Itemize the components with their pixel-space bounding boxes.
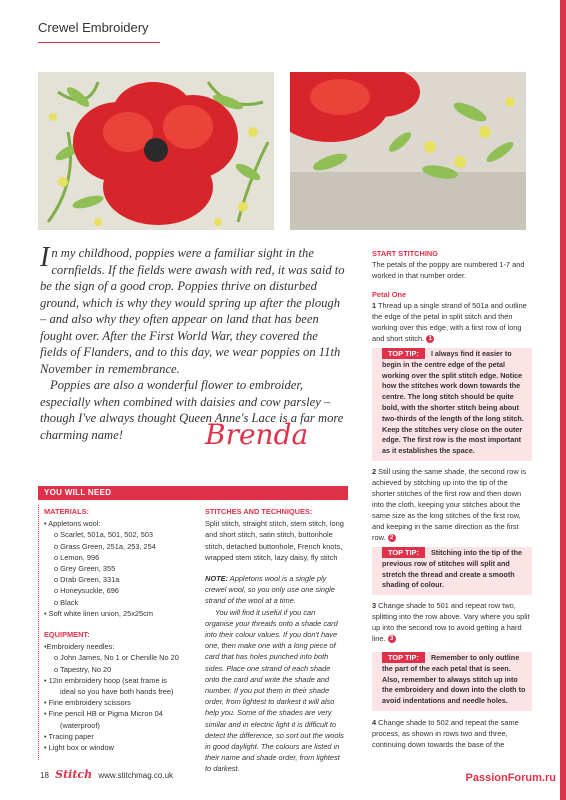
materials-column [44,506,194,753]
tip-1-label: TOP TIP: [382,348,425,359]
equipment-item: • Fine embroidery scissors [44,698,131,708]
step-4-text: Change shade to 502 and repeat the same process, as shown in rows two and three, continuing down towards the base of the [372,718,519,749]
note-label: NOTE: [205,574,228,584]
signature: Brenda [205,418,309,451]
intro-text [40,242,346,443]
materials-heading: MATERIALS: [44,507,90,516]
materials-item: • Appletons wool: [44,519,101,529]
title-rule [38,42,160,43]
materials-item: o Drab Green, 331a [54,575,120,585]
materials-item: o Scarlet, 501a, 501, 502, 503 [54,530,154,540]
step-4-number: 4 [372,718,377,727]
step-4 [372,717,530,750]
equipment-item: •Embroidery needles: [44,642,115,652]
top-tip-1 [372,348,532,461]
top-tip-2 [372,547,532,595]
top-tip-3 [372,652,532,711]
magazine-logo: Stitch [55,768,93,781]
start-stitching-heading: START STITCHING [372,249,438,258]
tip-2-label: TOP TIP: [382,547,425,558]
step-badge-2: 2 [388,534,396,542]
equipment-heading: EQUIPMENT: [44,630,90,640]
materials-item: o Honeysuckle, 696 [54,586,119,596]
tip-3-text: Remember to only outline the part of the each petal that is seen. Also, remember to always stitch up into the embroidery and down into the cloth to avoid indentations and needle holes. [382,653,526,706]
step-3 [372,600,530,644]
start-intro: The petals of the poppy are numbered 1-7 and worked in that number order. [372,260,525,280]
materials-item: • Soft white linen union, 25x25cm [44,608,153,618]
note-paragraph-2: You will find it useful if you can organise your threads onto a shade card into their colour values. If you don't have one, then make one with a long piece of card that has holes punched into both sides. Place one strand of each shade onto the card and write the shade and number. If you put them in their shade order, from lightest to darkest it will also help you. Some of the shades are very similar and in electric light it is difficult to detect the difference, so sort out the wools in good daylight. The colours are listed in their name and shade order, from lightest to darkest. [205,607,344,774]
step-2-number: 2 [372,467,377,476]
equipment-item: • Tracing paper [44,731,94,741]
note-text: Appletons wool is a single ply crewel wool, so you only use one single strand of the wool at a time. [205,574,335,606]
dropcap: I [40,242,50,273]
step-1 [372,300,530,344]
start-stitching-column [372,248,530,344]
step-badge-3: 3 [388,635,396,643]
step-3-number: 3 [372,601,377,610]
equipment-item: ideal so you have both hands free) [60,687,174,697]
footer [40,768,173,781]
stitches-heading: STITCHES AND TECHNIQUES: [205,507,313,516]
intro-paragraph-1-text: n my childhood, poppies were a familiar sight in the cornfields. If the fields were awash with red, it was said to be the sign of a good crop. Poppies thrive on disturbed ground, which is why they would spring up after the plough – and also why they often appear on land that has been fought over. After the First World War, they covered the fields of Flanders, and to this day, we wear poppies on 11th November in remembrance. [40,246,345,376]
intro-paragraph-2: Poppies are also a wonderful flower to embroider, especially when combined with daisies and cow parsley – though I've always thought Queen Anne's Lace is a far more charming name! [40,378,344,442]
equipment-item: • 12in embroidery hoop (seat frame is [44,675,167,685]
you-will-need-heading: YOU WILL NEED [44,488,112,497]
poppy-photo-left [38,72,274,230]
materials-item: o Grass Green, 251a, 253, 254 [54,541,156,551]
site-url[interactable]: www.stitchmag.co.uk [98,771,174,780]
step-3-text: Change shade to 501 and repeat row two, splitting into the row above. Vary where you split up into the second row to avoid getting a hard line. [372,601,530,643]
step-4-block [372,717,530,750]
intro-paragraph-1 [40,242,346,377]
equipment-item: • Light box or window [44,743,114,753]
step-1-text: Thread up a single strand of 501a and outline the edge of the petal in split stitch and then working over this edge, with a first row of long and short stitch. [372,301,527,343]
equipment-item: o Tapestry, No 20 [54,664,112,674]
poppy-photo-right [290,72,526,230]
step-2 [372,466,530,543]
step-badge-1: 1 [426,335,434,343]
materials-list [44,518,194,619]
stitches-text: Split stitch, straight stitch, stem stitch, long and short stitch, satin stitch, buttonhole stitch, detached buttonhole, French knots, wrapped stem stitch, lazy daisy, fly stitch [205,519,344,562]
equipment-item: o John James, No 1 or Chenille No 20 [54,653,179,663]
materials-item: o Lemon, 996 [54,552,100,562]
equipment-item: • Fine pencil HB or Pigma Micron 04 [44,709,163,719]
stitches-column [205,506,345,775]
tip-2-text: Stitching into the tip of the previous row of stitches will split and stretch the thread and create a smooth shading of colour. [382,548,522,590]
watermark: PassionForum.ru [465,772,556,784]
step-1-number: 1 [372,301,377,310]
page-number: 18 [40,771,49,780]
petal-one-heading: Petal One [372,290,407,299]
step-2-text: Still using the same shade, the second row is achieved by stitching up into the tip of the shorter stitches of the first row and then down into the cloth, keeping your stitches about the same size as the long stitches of the first row, and keeping in the same direction as the first row. [372,467,527,542]
note-paragraph [205,573,345,607]
step-3-block [372,600,530,644]
tip-1-text: I always find it easier to begin in the centre edge of the petal working over the split stitch edge. Notice how the stitches work down towards the centre. The long stitch should be quite bold, with the shorter stitch being about two-thirds of the length of the long stitch. Keep the stitches very close on the outer edge. The first row is the most important as it establishes the space. [382,349,524,456]
equipment-list [44,641,194,753]
step-2-block [372,466,530,543]
edge-stripe [560,0,566,800]
materials-item: o Black [54,597,79,607]
section-title: Crewel Embroidery [38,20,149,35]
dotted-divider [38,505,39,760]
tip-3-label: TOP TIP: [382,652,425,663]
equipment-item: (waterproof) [60,720,100,730]
materials-item: o Grey Green, 355 [54,564,116,574]
